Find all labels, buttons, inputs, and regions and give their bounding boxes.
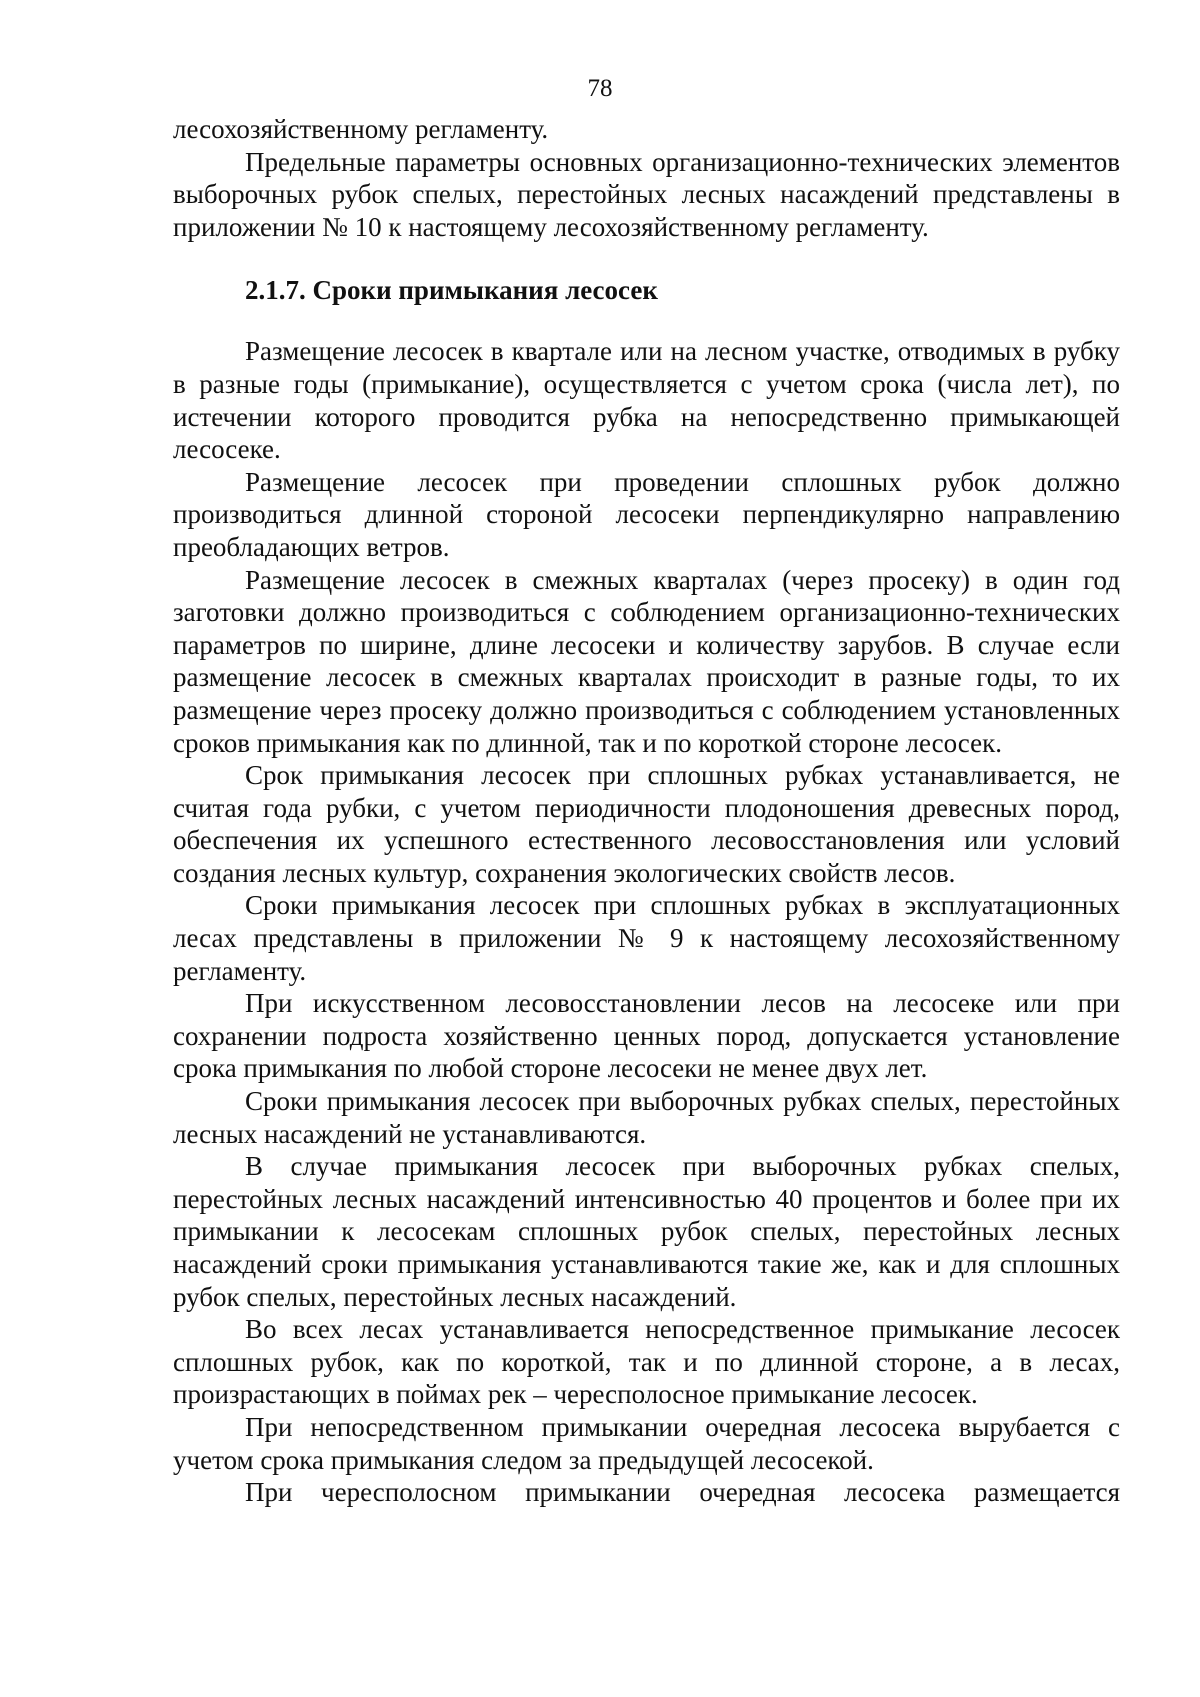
paragraph: При искусственном лесовосстановлении лесов на лесосеке или при сохранении подроста хозяйственно ценных пород, допускается установление срока примыкания по любой стороне лесосеки не менее двух лет. [173,988,1120,1084]
paragraph: Сроки примыкания лесосек при сплошных рубках в эксплуатационных лесах представлены в приложении № 9 к настоящему лесохозяйственному регламенту. [173,890,1120,986]
paragraph: В случае примыкания лесосек при выборочных рубках спелых, перестойных лесных насаждений интенсивностью 40 процентов и более при их примыкании к лесосекам сплошных рубок спелых, перестойных лесных насаждений сроки примыкания устанавливаются такие же, как и для сплошных рубок спелых, перестойных лесных насаждений. [173,1151,1120,1312]
document-body [173,113,1120,1509]
paragraph-limits: Предельные параметры основных организационно-технических элементов выборочных рубок спелых, перестойных лесных насаждений представлены в приложении № 10 к настоящему лесохозяйственному регламенту. [173,146,1120,242]
paragraph: При непосредственном примыкании очередная лесосека вырубается с учетом срока примыкания следом за предыдущей лесосекой. [173,1411,1120,1475]
paragraph: Сроки примыкания лесосек при выборочных рубках спелых, перестойных лесных насаждений не устанавливаются. [173,1086,1120,1149]
page-number: 78 [587,75,613,102]
paragraph: Размещение лесосек в квартале или на лесном участке, отводимых в рубку в разные годы (примыкание), осуществляется с учетом срока (числа лет), по истечении которого проводится рубка на непосредственно примыкающей лесосеке. [173,336,1120,465]
paragraph: Во всех лесах устанавливается непосредственное примыкание лесосек сплошных рубок, как по короткой, так и по длинной стороне, а в лесах, произрастающих в поймах рек – чересполосное примыкание лесосек. [173,1314,1120,1410]
paragraph-continued: При чересполосном примыкании очередная лесосека размещается [245,1477,1120,1508]
paragraph: Размещение лесосек в смежных кварталах (через просеку) в один год заготовки должно производиться с соблюдением организационно-технических параметров по ширине, длине лесосеки и количеству зарубов. В случае если размещение лесосек в смежных кварталах происходит в разные годы, то их размещение через просеку должно производиться с соблюдением установленных сроков примыкания как по длинной, так и по короткой стороне лесосек. [173,564,1120,758]
paragraph: Срок примыкания лесосек при сплошных рубках устанавливается, не считая года рубки, с учетом периодичности плодоношения древесных пород, обеспечения их успешного естественного лесовосстановления или условий создания лесных культур, сохранения экологических свойств лесов. [173,760,1120,888]
paragraph: Размещение лесосек при проведении сплошных рубок должно производиться длинной стороной лесосеки перпендикулярно направлению преобладающих ветров. [173,466,1120,562]
section-heading: 2.1.7. Сроки примыкания лесосек [245,275,658,306]
continuation-text: лесохозяйственному регламенту. [173,114,549,144]
